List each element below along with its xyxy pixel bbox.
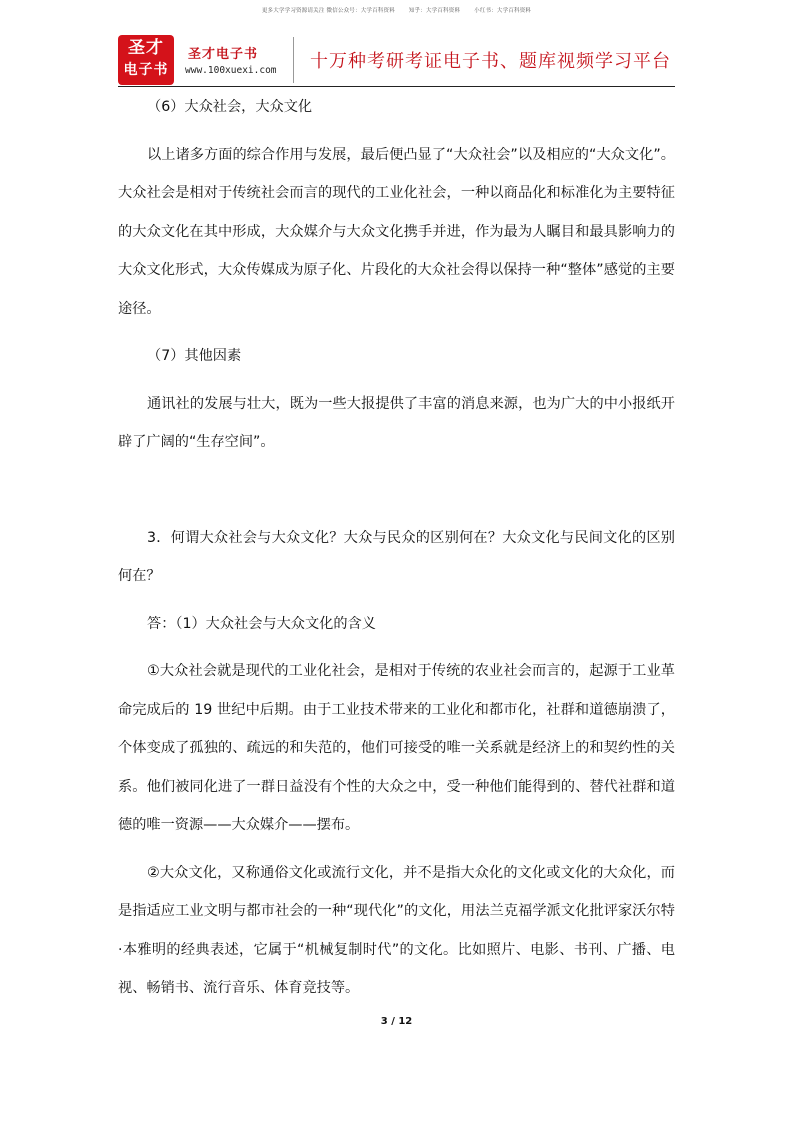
document-body [118, 88, 675, 1008]
logo-line2: 电子书 [123, 62, 169, 78]
top-note-xiaohongshu: 小红书：大学百科资料 [474, 8, 532, 14]
brand-block [180, 37, 294, 83]
section-heading-7: （7）其他因素 [147, 348, 242, 364]
brand-url[interactable]: www.100xuexi.com [185, 65, 277, 76]
logo [118, 35, 174, 85]
page-header [118, 35, 675, 87]
paragraph-mass-culture-definition: ②大众文化，又称通俗文化或流行文化，并不是指大众化的文化或文化的大众化，而是指适应工业文明与都市社会的一种“现代化”的文化，用法兰克福学派文化批评家沃尔特·本雅明的经典表述，它属于“机械复制时代”的文化。比如照片、电影、书刊、广播、电视、畅销书、流行音乐、体育竞技等。 [118, 864, 675, 996]
paragraph-news-agency: 通讯社的发展与壮大，既为一些大报提供了丰富的消息来源，也为广大的中小报纸开辟了广阔的“生存空间”。 [118, 395, 675, 450]
header-slogan: 十万种考研考证电子书、题库视频学习平台 [310, 51, 671, 72]
page-number: 3 / 12 [380, 1016, 413, 1027]
answer-heading-1: 答：（1）大众社会与大众文化的含义 [147, 615, 376, 632]
top-note [0, 6, 793, 14]
top-note-wechat: 更多大学学习资源请关注 微信公众号：大学百科资料 [261, 8, 395, 14]
brand-name: 圣才电子书 [188, 47, 259, 62]
section-heading-6: （6）大众社会，大众文化 [147, 99, 313, 115]
question-3: 3．何谓大众社会与大众文化？大众与民众的区别何在？大众文化与民间文化的区别何在？ [118, 529, 675, 584]
header-divider [118, 86, 675, 87]
paragraph-mass-society-definition: ①大众社会就是现代的工业化社会，是相对于传统的农业社会而言的，起源于工业革命完成后的 19 世纪中后期。由于工业技术带来的工业化和都市化，社群和道德崩溃了，个体变成了孤独的、疏远的和失范的，他们可接受的唯一关系就是经济上的和契约性的关系。他们被同化进了一群日益没有个性的大众之中，受一种他们能得到的、替代社群和道德的唯一资源——大众媒介——摆布。 [118, 663, 675, 833]
paragraph-mass-society: 以上诸多方面的综合作用与发展，最后便凸显了“大众社会”以及相应的“大众文化”。大众社会是相对于传统社会而言的现代的工业化社会，一种以商品化和标准化为主要特征的大众文化在其中形成，大众媒介与大众文化携手并进，作为最为人瞩目和最具影响力的大众文化形式，大众传媒成为原子化、片段化的大众社会得以保持一种“整体”感觉的主要途径。 [118, 146, 675, 317]
logo-line1: 圣才 [128, 38, 164, 58]
top-note-zhihu: 知乎：大学百科资料 [408, 8, 461, 14]
